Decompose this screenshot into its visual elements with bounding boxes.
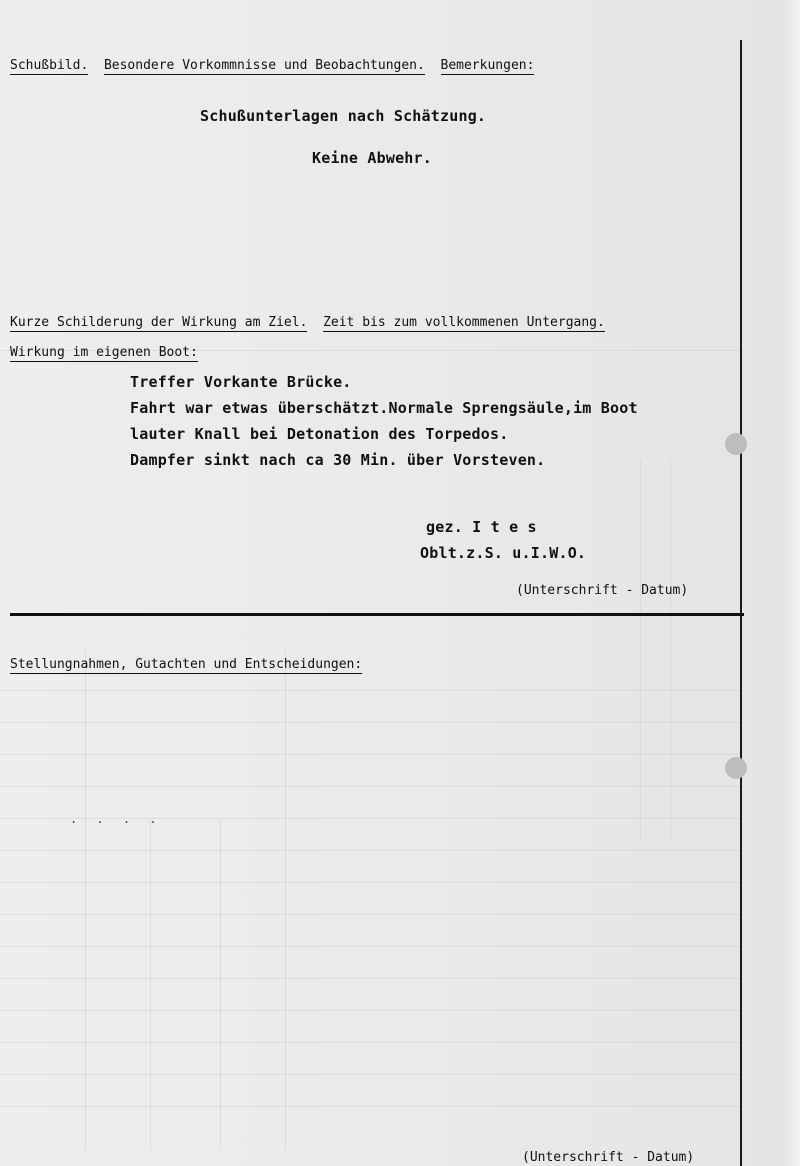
- signature-name: gez. I t e s: [426, 518, 537, 536]
- stellungnahmen-label: Stellungnahmen, Gutachten und Entscheidungen:: [10, 657, 363, 672]
- boot-line-3: lauter Knall bei Detonation des Torpedos.: [130, 425, 509, 443]
- section-ziel-header: [10, 315, 605, 330]
- stellungnahmen-header: [10, 657, 362, 672]
- right-margin-line: [740, 40, 742, 1166]
- header-row: [10, 58, 534, 73]
- vorkommnisse-label: Besondere Vorkommnisse und Beobachtungen.: [103, 58, 425, 73]
- signature-caption: (Unterschrift - Datum): [516, 583, 689, 598]
- schussbild-label: Schußbild.: [10, 58, 89, 73]
- wirkung-am-ziel-label: Kurze Schilderung der Wirkung am Ziel.: [10, 315, 308, 330]
- signature-rank: Oblt.z.S. u.I.W.O.: [420, 544, 587, 562]
- note-schussunterlagen: Schußunterlagen nach Schätzung.: [200, 107, 487, 125]
- punch-hole: [725, 757, 747, 779]
- stray-marks: . . . .: [70, 812, 163, 826]
- note-keine-abwehr: Keine Abwehr.: [312, 149, 432, 167]
- section-boot-header: [10, 345, 198, 360]
- boot-line-4: Dampfer sinkt nach ca 30 Min. über Vorsteven.: [130, 451, 546, 469]
- zeit-untergang-label: Zeit bis zum vollkommenen Untergang.: [323, 315, 605, 330]
- punch-hole: [725, 433, 747, 455]
- bemerkungen-label: Bemerkungen:: [440, 58, 535, 73]
- stellungnahmen-caption: (Unterschrift - Datum): [522, 1150, 695, 1165]
- wirkung-eigenes-boot-label: Wirkung im eigenen Boot:: [10, 345, 198, 360]
- boot-line-2: Fahrt war etwas überschätzt.Normale Sprengsäule,im Boot: [130, 399, 638, 417]
- boot-line-1: Treffer Vorkante Brücke.: [130, 373, 352, 391]
- section-divider: [10, 613, 744, 616]
- page-edge: [780, 0, 800, 1166]
